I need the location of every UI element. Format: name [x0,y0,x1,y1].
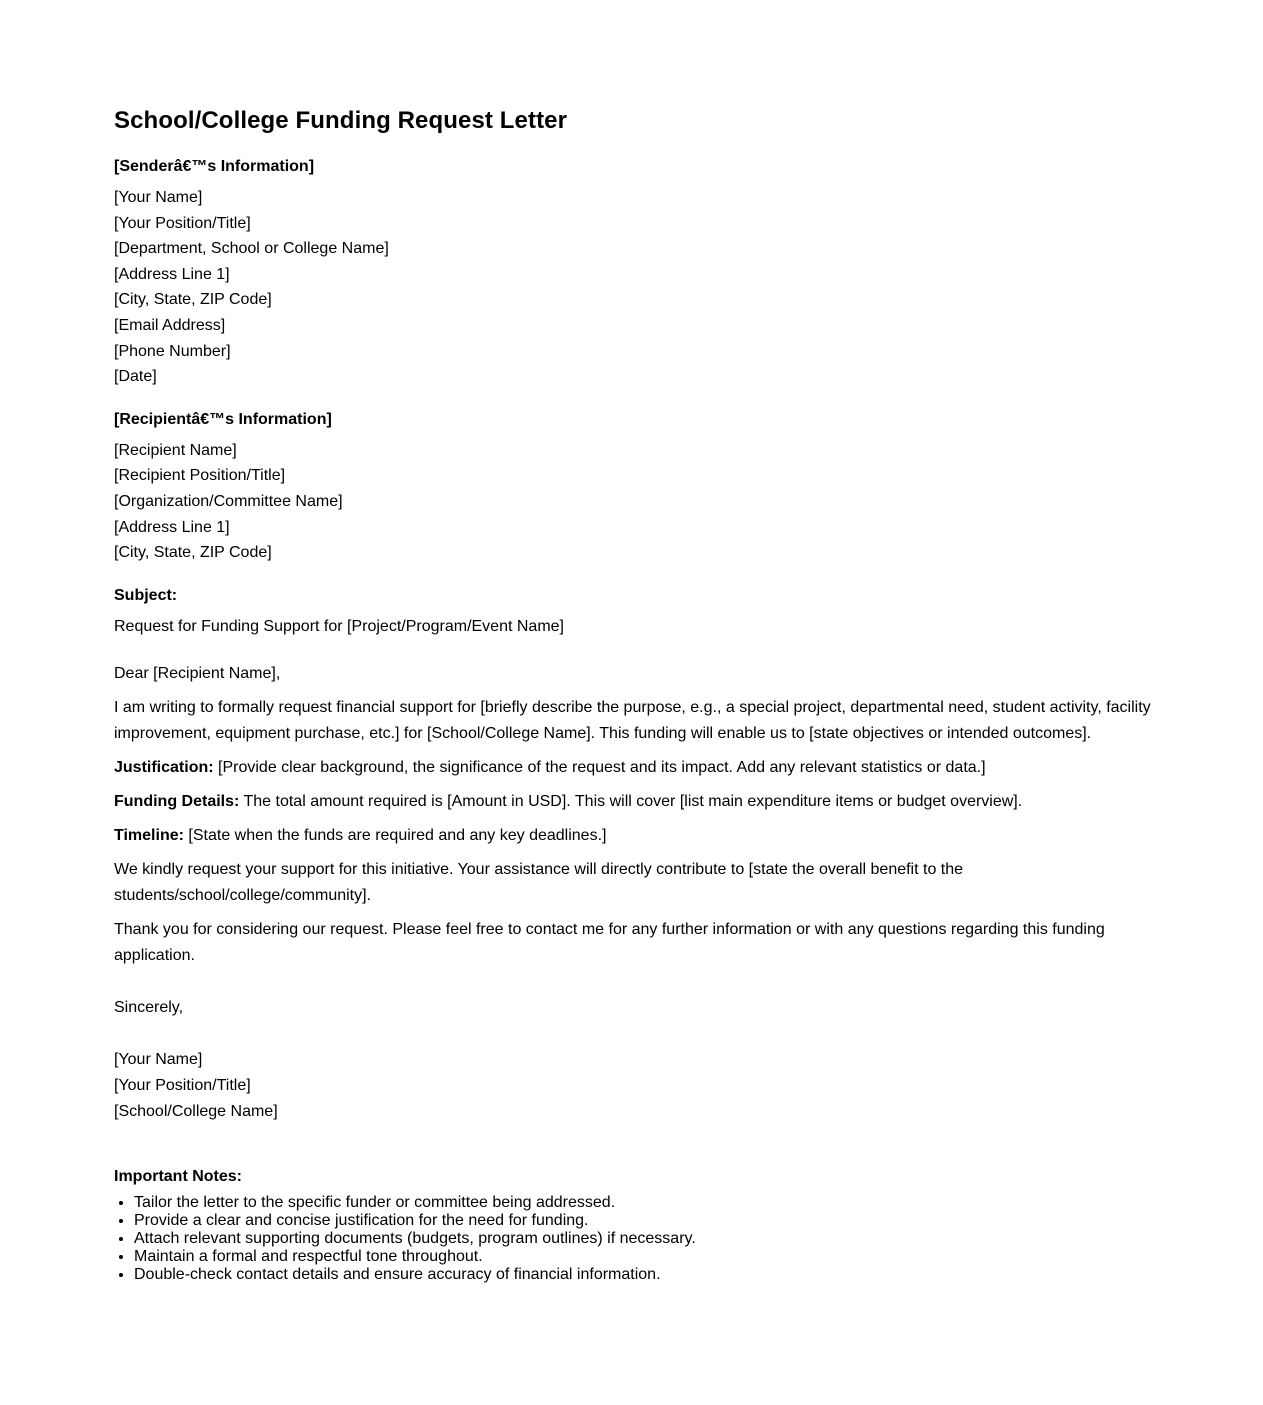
recipient-heading: [Recipientâ€™s Information] [114,410,332,428]
recipient-line: [Recipient Name] [114,441,237,459]
notes-heading: Important Notes: [114,1168,242,1186]
justification-text: [Provide clear background, the significance of the request and its impact. Add any relevant statistics or data.] [218,759,986,777]
sender-line: [Date] [114,368,157,386]
notes-list [114,1194,1154,1284]
closing: Sincerely, [114,999,184,1017]
recipient-line: [Address Line 1] [114,518,230,536]
sender-info [114,185,1154,390]
sender-line: [Department, School or College Name] [114,240,389,258]
intro-paragraph: I am writing to formally request financial support for [briefly describe the purpose, e.g., a special project, departmental need, student activity, facility improvement, equipment purchase, etc.] for [School/College Name]. This funding will enable us to [state objectives or intended outcomes]. [114,699,1151,743]
funding-paragraph [114,789,1154,815]
sender-line: [City, State, ZIP Code] [114,291,272,309]
letter-document [114,105,1154,1284]
sender-line: [Your Name] [114,189,203,206]
sender-line: [Your Position/Title] [114,214,251,232]
list-item: • Provide a clear and concise justification for the need for funding. [134,1212,1154,1230]
timeline-label: Timeline: [114,827,184,845]
list-item: • Maintain a formal and respectful tone throughout. [134,1248,1154,1266]
signature-line: [Your Position/Title] [114,1076,251,1094]
funding-text: The total amount required is [Amount in USD]. This will cover [list main expenditure items or budget overview]. [243,793,1023,811]
timeline-paragraph [114,823,1154,849]
sender-heading: [Senderâ€™s Information] [114,158,315,175]
list-item: • Double-check contact details and ensure accuracy of financial information. [134,1266,1154,1284]
recipient-line: [Organization/Committee Name] [114,492,343,510]
sender-line: [Phone Number] [114,342,231,360]
recipient-line: [Recipient Position/Title] [114,467,286,485]
subject-label: Subject: [114,586,178,604]
signature-line: [Your Name] [114,1051,203,1069]
support-paragraph: We kindly request your support for this initiative. Your assistance will directly contribute to [state the overall benefit to the students/school/college/community]. [114,861,964,905]
salutation: Dear [Recipient Name], [114,665,281,683]
funding-label: Funding Details: [114,793,240,811]
sender-line: [Email Address] [114,316,226,334]
thanks-paragraph: Thank you for considering our request. Please feel free to contact me for any further information or with any questions regarding this funding application. [114,921,1105,965]
sender-line: [Address Line 1] [114,265,230,283]
justification-label: Justification: [114,759,214,777]
signature-line: [School/College Name] [114,1102,278,1120]
subject-text: Request for Funding Support for [Project/Program/Event Name] [114,617,564,635]
signature-block [114,1047,1154,1124]
page-title: School/College Funding Request Letter [114,107,568,134]
list-item: • Tailor the letter to the specific funder or committee being addressed. [134,1194,1154,1212]
list-item: • Attach relevant supporting documents (budgets, program outlines) if necessary. [134,1230,1154,1248]
justification-paragraph [114,755,1154,781]
recipient-line: [City, State, ZIP Code] [114,544,272,562]
recipient-info [114,438,1154,566]
timeline-text: [State when the funds are required and any key deadlines.] [188,827,607,845]
